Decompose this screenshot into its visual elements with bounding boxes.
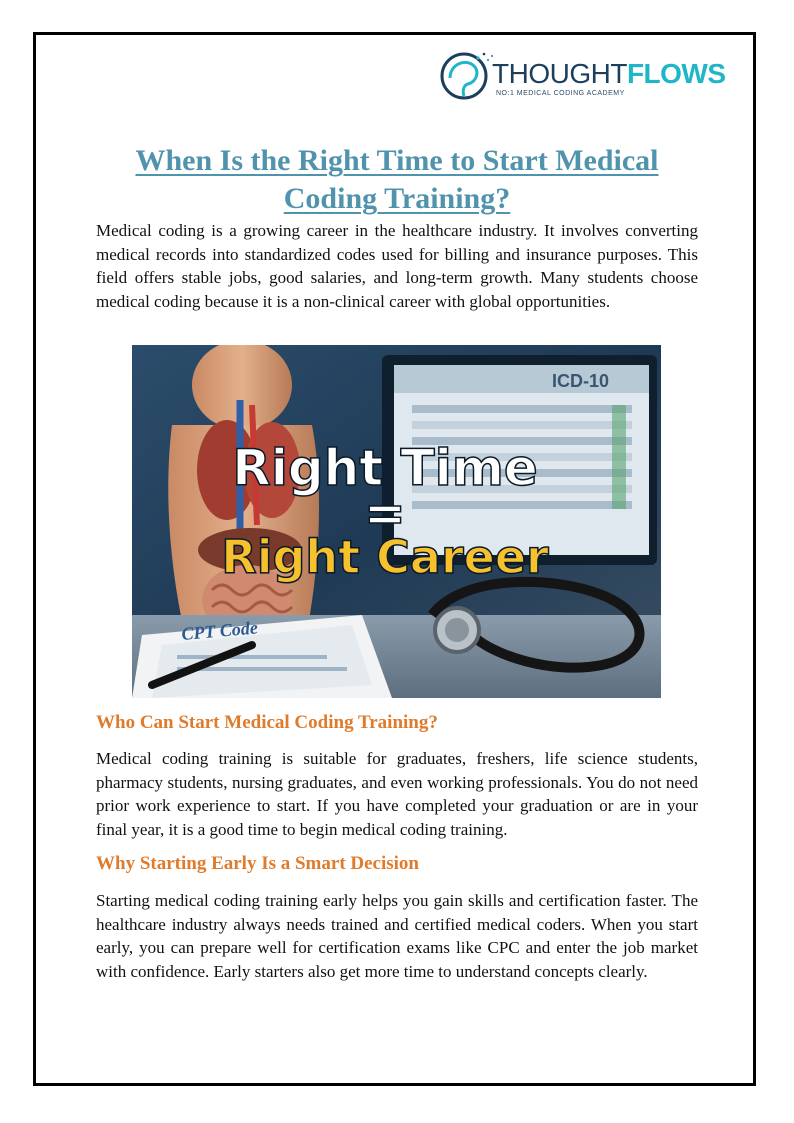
hero-line-2: Right Career bbox=[221, 530, 549, 584]
section-body-who: Medical coding training is suitable for graduates, freshers, life science students, pharmacy students, nursing graduates, and even working professionals. You do not need prior work experience to start. If you have completed your graduation or are in your final year, it is a good time to begin medical coding training. bbox=[96, 749, 698, 839]
document-label: CPT Code bbox=[180, 617, 259, 644]
hero-image bbox=[132, 345, 661, 698]
hero-equals: = bbox=[364, 484, 406, 542]
page-title-text: When Is the Right Time to Start Medical Coding Training? bbox=[135, 144, 659, 215]
section-heading-why: Why Starting Early Is a Smart Decision bbox=[96, 853, 419, 874]
brand-name-part2: FLOWS bbox=[626, 58, 726, 89]
brand-name bbox=[492, 60, 726, 88]
hero-illustration bbox=[132, 345, 661, 698]
hero-line-1: Right Time bbox=[232, 439, 538, 497]
section-body-why: Starting medical coding training early helps you gain skills and certification faster. The healthcare industry always needs trained and certified medical coders. When you start early, you can prepare well for certification exams like CPC and enter the job market with confidence. Early starters also get more time to understand concepts clearly. bbox=[96, 891, 698, 981]
screen-label: ICD-10 bbox=[552, 371, 610, 391]
brand-logo[interactable] bbox=[440, 46, 726, 106]
brand-name-part1: THOUGHT bbox=[492, 58, 627, 89]
section-heading-who: Who Can Start Medical Coding Training? bbox=[96, 712, 438, 733]
intro-paragraph: Medical coding is a growing career in the healthcare industry. It involves converting medical records into standardized codes used for billing and insurance purposes. This field offers stable jobs, good salaries, and long-term growth. Many students choose medical coding because it is a non-clinical career with global opportunities. bbox=[96, 221, 698, 311]
brand-tagline: NO:1 MEDICAL CODING ACADEMY bbox=[496, 90, 625, 97]
page-title bbox=[96, 142, 698, 218]
brain-head-icon bbox=[440, 48, 496, 104]
